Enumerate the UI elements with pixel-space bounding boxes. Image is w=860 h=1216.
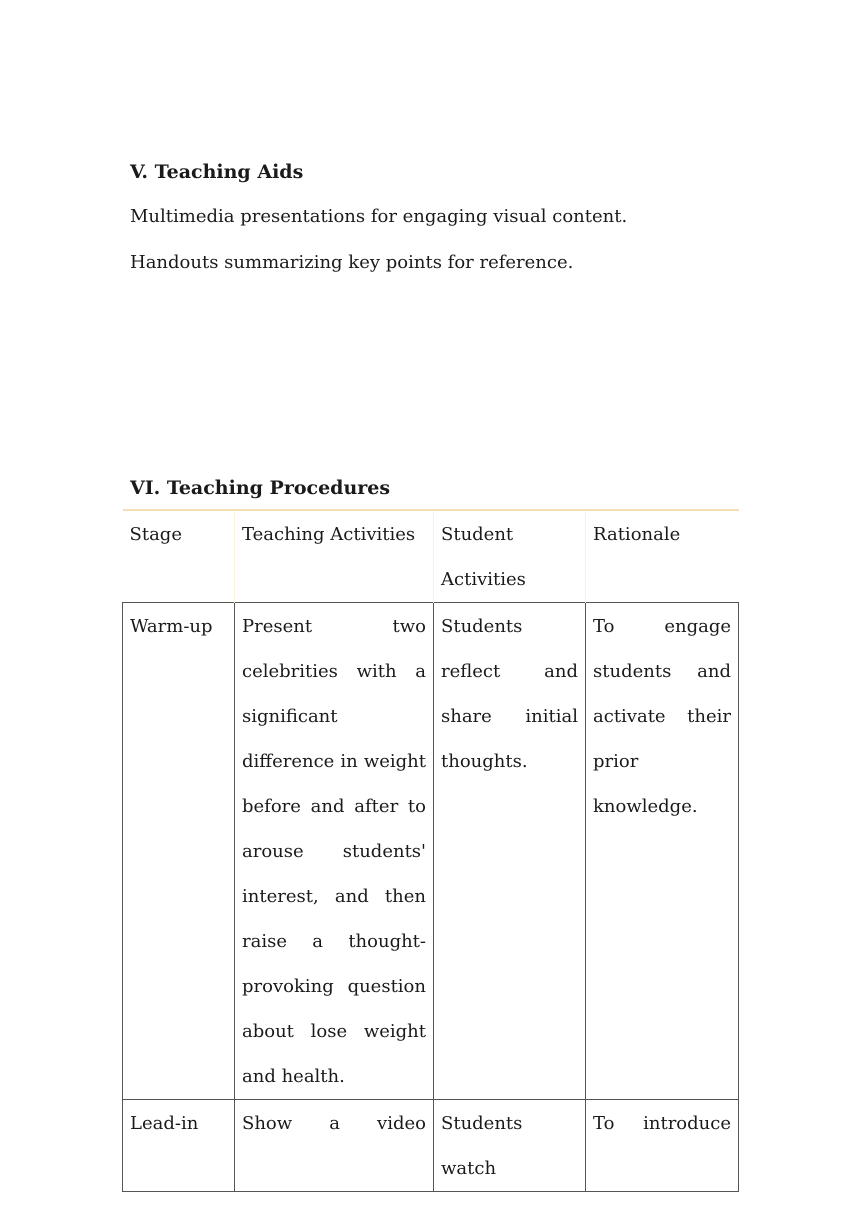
cell-stage: Lead-in <box>123 1100 235 1192</box>
column-header-rationale: Rationale <box>586 510 739 603</box>
cell-teaching-activities: Present two celebrities with a significant difference in weight before and after to arouse students' interest, and then raise a thought-provoking question about lose weight and health. <box>235 603 434 1100</box>
cell-student-activities: Students watch <box>434 1100 586 1192</box>
cell-student-activities: Students reflect and share initial thoughts. <box>434 603 586 1100</box>
cell-teaching-activities: Show a video <box>235 1100 434 1192</box>
teaching-aids-item: Multimedia presentations for engaging visual content. <box>130 206 628 227</box>
column-header-student-activities: Student Activities <box>434 510 586 603</box>
cell-rationale: To engage students and activate their prior knowledge. <box>586 603 739 1100</box>
cell-rationale: To introduce <box>586 1100 739 1192</box>
table-header-row <box>123 510 739 603</box>
teaching-aids-item: Handouts summarizing key points for reference. <box>130 252 574 273</box>
table-row <box>123 603 739 1100</box>
cell-stage: Warm-up <box>123 603 235 1100</box>
section-heading-teaching-aids: V. Teaching Aids <box>130 161 304 183</box>
procedures-table <box>122 509 739 1192</box>
column-header-teaching-activities: Teaching Activities <box>235 510 434 603</box>
section-heading-teaching-procedures: VI. Teaching Procedures <box>130 477 391 499</box>
table-row <box>123 1100 739 1192</box>
column-header-stage: Stage <box>123 510 235 603</box>
